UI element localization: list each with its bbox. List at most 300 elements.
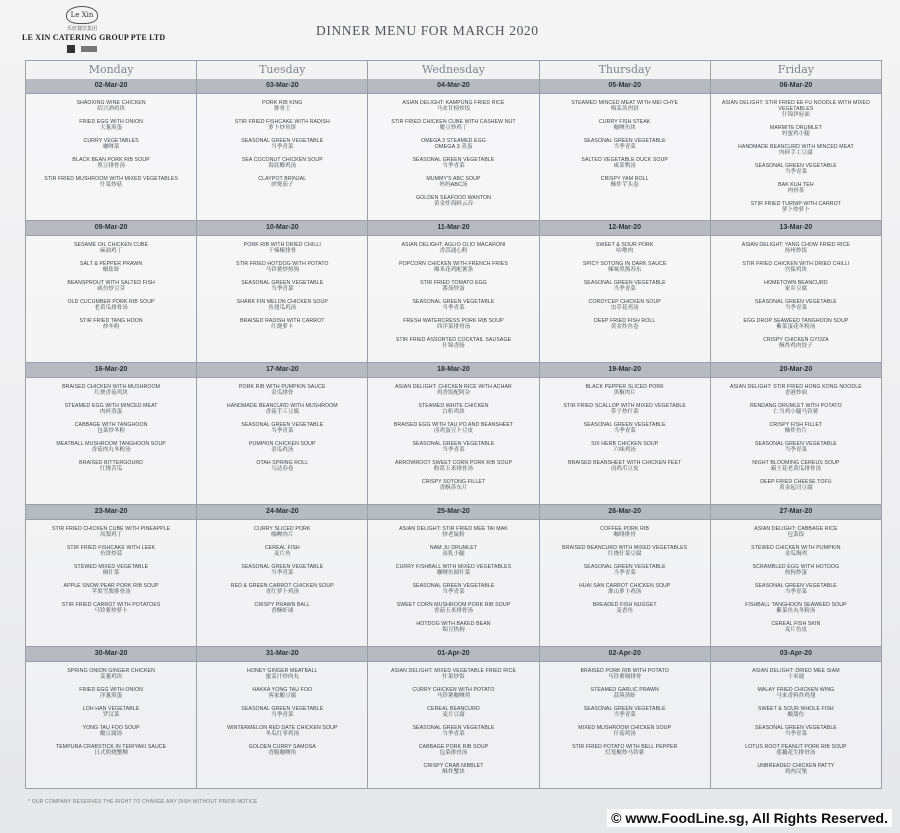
menu-day-cell [197,505,368,647]
dish-item [368,422,538,435]
dish-name-chinese: 洋葱煎蛋 [99,693,123,699]
dish-name-chinese: 当季青菜 [442,731,465,737]
dish-item [540,138,710,151]
dish-name-english: FRIED EGG WITH ONION [79,687,143,693]
dish-item [197,744,367,757]
dish-name-chinese: 包菜饭 [787,532,805,538]
menu-date: 27-Mar-20 [711,505,881,520]
dish-name-chinese: 金瓜鸡汤 [271,447,294,453]
dish-name-chinese: 当季青菜 [442,305,465,311]
dish-name-chinese: 干辣椒排骨 [268,248,297,254]
dish-name-english: WINTERMELON RED DATE CHICKEN SOUP [227,725,338,731]
dish-item [711,621,881,634]
dish-name-english: HUAI SAN CARROT CHICKEN SOUP [578,583,671,589]
dish-name-chinese: 灯笼椒炒马铃薯 [605,750,645,756]
certification-badges [22,45,142,53]
dish-name-english: STIR FRIED TURNIP WITH CARROT [750,201,842,207]
dish-name-english: PORK RIB KING [262,100,303,106]
dish-item [540,725,710,738]
company-name: LE XIN CATERING GROUP PTE LTD [22,33,166,42]
menu-day-cell [711,363,882,505]
dish-name-english: BREADED FISH NUGGET [592,602,657,608]
dish-name-chinese: 什锦伊府面 [781,112,810,118]
dish-name-chinese: 妈妈ABC汤 [439,182,468,188]
dish-name-english: CABBAGE PORK RIB SOUP [418,744,489,750]
dish-name-chinese: 酿豆腐汤 [99,731,123,737]
dish-name-english: RENDANG DRUMLET WITH POTATO [750,403,842,409]
dish-item [711,337,881,350]
dish-item [197,526,367,539]
dish-item [368,668,538,681]
dish-name-chinese: 辣味黑酱苏东 [607,267,642,273]
menu-day-cell [540,363,711,505]
dish-item [26,602,196,615]
dish-item [540,157,710,170]
dish-name-chinese: 香菇肉丸冬粉汤 [91,447,131,453]
dish-item [540,299,710,312]
dish-name-chinese: 马来甘榜炒饭 [436,106,471,112]
dish-name-english: LOH HAN VEGETABLE [82,706,140,712]
dish-name-chinese: 青红萝卜鸡汤 [265,589,300,595]
dish-item [26,744,196,757]
dish-name-chinese: 金瓜排骨 [271,390,294,396]
menu-date: 30-Mar-20 [26,647,196,662]
dish-name-english: HANDMADE BEANCURD WITH MINCED MEAT [738,144,854,150]
dish-name-english: YONG TAU FOO SOUP [82,725,140,731]
dish-name-english: ASIAN DELIGHT: STIR FRIED MEE TAI MAK [399,526,508,532]
dish-item [368,337,538,350]
dish-name-english: GOLDEN CURRY SAMOSA [248,744,316,750]
dish-name-chinese: 麦香鱼 [616,608,634,614]
dish-name-english: SALTED VEGETABLE DUCK SOUP [581,157,668,163]
dish-name-english: SEASONAL GREEN VEGETABLE [412,157,495,163]
dish-item [26,687,196,700]
dish-item [368,299,538,312]
dish-name-english: STEWED CHICKEN WITH PUMPKIN [751,545,841,551]
dish-name-english: SEASONAL GREEN VEGETABLE [754,163,837,169]
dish-name-chinese: 当季青菜 [613,428,636,434]
dish-item [197,668,367,681]
dish-name-chinese: 卤鸡爪豆皮 [610,466,639,472]
menu-day-cell [26,363,197,505]
dish-name-chinese: 爆米花鸡配薯条 [433,267,474,273]
dish-name-english: BRAISED EGG WITH TAU PO AND BEANSHEET [393,422,514,428]
dish-item [711,144,881,157]
dish-name-english: COFFEE PORK RIB [600,526,650,532]
dish-name-chinese: 酥炸芋头卷 [610,182,639,188]
dish-item [540,706,710,719]
dish-name-english: STEWED MIXED VEGETABLE [74,564,149,570]
dish-name-chinese: 淮山萝卜鸡汤 [607,589,642,595]
dish-name-english: STEAMED WHITE CHICKEN [418,403,489,409]
dish-name-english: SESAME OIL CHICKEN CUBE [74,242,149,248]
dish-item [26,280,196,293]
dish-name-chinese: 包菜炒冬粉 [97,428,126,434]
dish-item [368,242,538,255]
dish-item [711,668,881,681]
dish-name-english: SPRING ONION GINGER CHICKEN [67,668,155,674]
dish-name-english: APPLE SNOW PEAR PORK RIB SOUP [63,583,159,589]
dish-name-chinese: 炒老鼠粉 [442,532,465,538]
dish-name-english: EGG DROP SEAWEED TANGHOON SOUP [743,318,849,324]
dish-name-english: CORDYCEP CHICKEN SOUP [588,299,661,305]
dish-item [197,280,367,293]
dish-name-english: ASIAN DELIGHT: AGLIO OLIO MACARONI [401,242,506,248]
dish-item [26,242,196,255]
dish-name-chinese: 带子炒什菜 [610,409,639,415]
dish-item [368,157,538,170]
dish-name-english: SEASONAL GREEN VEGETABLE [241,706,324,712]
dish-item [711,687,881,700]
dish-item [540,687,710,700]
menu-date: 17-Mar-20 [197,363,367,378]
dish-item [197,261,367,274]
disclaimer-note: * OUR COMPANY RESERVES THE RIGHT TO CHANGE ANY DISH WITHOUT PRIOR NOTICE [28,799,258,805]
dish-name-chinese: 马铃薯咖喱鸡 [436,693,471,699]
dish-name-english: BAK KUH TEH [778,182,814,188]
dish-name-english: FISHBALL TANGHOON SEAWEED SOUP [745,602,847,608]
dish-name-english: BLACK PEPPER SLICED PORK [585,384,664,390]
dish-item [711,403,881,416]
dish-item [711,125,881,138]
company-header [22,6,166,53]
dish-item [197,100,367,113]
dish-name-english: HOMETOWN BEANCURD [764,280,828,286]
dish-name-english: SEASONAL GREEN VEGETABLE [583,564,666,570]
dish-name-chinese: 番茄炒蛋 [442,286,465,292]
dish-name-english: SWEET & SOUR WHOLE FISH [758,706,834,712]
dish-name-english: FRIED EGG WITH ONION [79,119,143,125]
dish-name-chinese: 卤鸡蛋豆卜豆皮 [433,428,474,434]
dish-item [368,176,538,189]
dish-name-chinese: 热狗炒蛋 [784,570,808,576]
dish-name-english: SEASONAL GREEN VEGETABLE [241,138,324,144]
dish-name-english: CRISPY PRAWN BALL [254,602,311,608]
dish-name-chinese: 黑椒肉片 [613,390,636,396]
dish-name-english: MUMMY'S ABC SOUP [426,176,481,182]
dish-name-chinese: 椒盐虾 [102,267,120,273]
dish-name-english: SCRAMBLED EGG WITH HOTDOG [752,564,840,570]
dish-name-english: BRAISED BEANCURD WITH MIXED VEGETABLES [562,545,688,551]
dish-name-english: ASIAN DELIGHT: STIR FRIED HONG KONG NOODLE [729,384,862,390]
dish-item [26,119,196,132]
dish-item [711,479,881,492]
dish-item [26,403,196,416]
dish-item [368,687,538,700]
dish-item [368,744,538,757]
dish-name-chinese: 香菇手工豆腐 [265,409,300,415]
dish-name-english: FRESH WATERCRESS PORK RIB SOUP [403,318,504,324]
dish-item [197,299,367,312]
dish-name-english: ASIAN DELIGHT: CHICKEN RICE WITH ACHAR [395,384,512,390]
dish-name-chinese: 香脆咖喱角 [268,750,297,756]
dish-item [711,564,881,577]
menu-day-cell [540,505,711,647]
dish-name-english: SEASONAL GREEN VEGETABLE [754,299,837,305]
dish-name-english: NIGHT BLOOMING CEREUS SOUP [752,460,840,466]
dish-name-english: SEASONAL GREEN VEGETABLE [583,138,666,144]
dish-name-chinese: 紫菜蛋花冬粉汤 [776,324,816,330]
dish-name-chinese: 姜葱鸡块 [99,674,123,680]
dish-name-chinese: 肉骨茶 [787,188,805,194]
dish-item [540,460,710,473]
dish-name-chinese: 南乳小腿 [442,551,465,557]
dish-item [26,564,196,577]
dish-item [197,119,367,132]
dish-item [711,526,881,539]
menu-date: 23-Mar-20 [26,505,196,520]
dish-item [540,176,710,189]
dish-name-english: POPCORN CHICKEN WITH FRENCH FRIES [399,261,508,267]
menu-date: 11-Mar-20 [368,221,538,236]
company-logo-icon: Le Xin [66,6,98,24]
dish-name-chinese: 马铃薯炒萝卜 [94,608,128,614]
dish-item [26,176,196,189]
dish-item [540,280,710,293]
dish-name-chinese: 萝卜炒萝卜 [781,207,810,213]
dish-name-english: ASIAN DELIGHT: CABBAGE RICE [754,526,838,532]
dish-name-chinese: 麦片豆腐 [442,712,465,718]
dish-name-english: CEREAL FISH SKIN [771,621,821,627]
dish-item [197,602,367,615]
dish-name-english: PORK RIB WITH PUMPKIN SAUCE [239,384,326,390]
dish-name-chinese: 酥炸鱼片 [784,428,808,434]
dish-name-chinese: 苹果雪梨排骨汤 [91,589,131,595]
menu-date: 09-Mar-20 [26,221,196,236]
dish-name-chinese: 蒜蓉蒸虾 [613,693,636,699]
menu-date: 04-Mar-20 [368,79,538,94]
dish-item [540,545,710,558]
dish-name-english: CEREAL FISH [264,545,300,551]
dish-item [368,441,538,454]
dish-name-chinese: 香酥苏东片 [439,485,468,491]
company-logo-chinese: 乐欣餐饮集团 [66,26,97,32]
dish-item [540,564,710,577]
dish-name-english: SIX HERB CHICKEN SOUP [591,441,659,447]
dish-name-chinese: 鱼饼炒蒜 [99,551,123,557]
dish-item [711,280,881,293]
dish-item [540,422,710,435]
dish-name-english: SHAOXING WINE CHICKEN [76,100,146,106]
dish-item [540,242,710,255]
dish-name-english: ASIAN DELIGHT: STIR FRIED EE FU NOODLE WITH MIXED VEGETABLES [721,100,870,112]
dish-name-chinese: 妈蜜鸡小腿 [781,131,810,137]
dish-name-chinese: 肉碎蒸蛋 [99,409,123,415]
dish-item [26,441,196,454]
dish-name-english: STIR FRIED POTATO WITH BELL PEPPER [572,744,678,750]
dish-name-english: STEAMED MINCED MEAT WITH MEI CHYE [571,100,679,106]
dish-name-english: CURRY SLICED PORK [254,526,311,532]
dish-name-chinese: 萝卜炒鱼饼 [268,125,297,131]
dish-item [368,318,538,331]
dish-name-chinese: 梅菜蒸肉饼 [610,106,639,112]
dish-item [711,163,881,176]
dish-name-english: CRISPY CHICKEN GYOZA [763,337,829,343]
dish-item [540,668,710,681]
dish-name-english: SEA COCONUT CHICKEN SOUP [241,157,323,163]
menu-day-cell [197,647,368,789]
dish-name-english: BRAISED PORK RIB WITH POTATO [580,668,669,674]
dish-name-chinese: 六味鸡汤 [613,447,636,453]
dish-name-english: CRISPY YAM ROLL [600,176,649,182]
dish-item [197,583,367,596]
menu-date: 10-Mar-20 [197,221,367,236]
dish-name-english: LOTUS ROOT PEANUT PORK RIB SOUP [745,744,847,750]
certification-logo-icon [81,46,97,52]
dish-item [26,299,196,312]
dish-item [368,621,538,634]
dish-name-chinese: 什菇鸡汤 [613,731,636,737]
dish-name-english: SEASONAL GREEN VEGETABLE [241,280,324,286]
dish-name-english: CEREAL BEANCURD [427,706,480,712]
dish-name-chinese: 砂煲茄子 [271,182,294,188]
dish-item [368,479,538,492]
dish-name-chinese: 干米暹 [787,674,805,680]
dish-item [711,706,881,719]
dish-name-chinese: 乌达春卷 [271,466,294,472]
dish-item [197,564,367,577]
dish-item [368,564,538,577]
dish-name-chinese: 马铃薯焖排骨 [607,674,642,680]
dish-name-chinese: 当季青菜 [784,447,808,453]
dish-name-chinese: 凤梨鸡丁 [99,532,123,538]
menu-title: DINNER MENU FOR MARCH 2020 [316,23,539,38]
dish-name-english: MARMITE DRUMLET [769,125,822,131]
dish-item [711,384,881,397]
dish-item [197,441,367,454]
menu-day-cell [26,647,197,789]
dish-name-english: NAM JU DRUMLET [429,545,478,551]
dish-name-chinese: 当季青菜 [784,589,808,595]
dish-name-chinese: 什菜炒饭 [442,674,465,680]
dish-name-english: ASIAN DELIGHT: YANG CHOW FRIED RICE [741,242,850,248]
dish-name-english: STIR FRIED CHICKEN CUBE WITH PINEAPPLE [51,526,171,532]
dish-name-chinese: 红烧香菇鸡块 [94,390,128,396]
dish-item [26,706,196,719]
dish-name-chinese: 鸡肉汉堡 [784,769,808,775]
dish-name-english: SEASONAL GREEN VEGETABLE [412,725,495,731]
menu-date: 26-Mar-20 [540,505,710,520]
dish-name-chinese: 香蒜通心粉 [439,248,468,254]
dish-name-english: STIR FRIED FISHCAKE WITH LEEK [66,545,156,551]
menu-day-cell [368,363,539,505]
dish-item [711,763,881,776]
dish-item [711,744,881,757]
dish-name-english: SHARK FIN MELON CHICKEN SOUP [236,299,328,305]
dish-name-english: ARROWROOT SWEET CORN PORK RIB SOUP [394,460,513,466]
dish-name-english: HAKKA YONG TAU FOO [252,687,313,693]
dish-name-chinese: 当季青菜 [271,428,294,434]
dish-name-chinese: 麦片鱼皮 [784,627,808,633]
dish-name-chinese: 当季青菜 [613,286,636,292]
dish-item [711,242,881,255]
dish-name-chinese: 当季青菜 [784,305,808,311]
dish-name-chinese: 什菜炒菇 [99,182,123,188]
dish-name-english: DEEP FRIED FISH ROLL [594,318,656,324]
dish-item [368,138,538,151]
dish-name-chinese: 当季青菜 [784,731,808,737]
dish-name-chinese: 焖什菜 [102,570,120,576]
dish-name-english: STIR FRIED ASSORTED COCKTAIL SAUSAGE [395,337,512,343]
dish-name-chinese: 香酥虾球 [271,608,294,614]
dish-item [368,261,538,274]
dish-name-chinese: 麻油鸡丁 [99,248,123,254]
dish-name-english: STIR FRIED TANG HOON [79,318,143,324]
dish-name-english: SWEET CORN MUSHROOM PORK RIB SOUP [396,602,511,608]
dish-name-english: SEASONAL GREEN VEGETABLE [583,280,666,286]
dish-name-chinese: 当季青菜 [784,169,808,175]
dish-name-chinese: 黄金起司豆腐 [779,485,813,491]
day-header-wednesday: Wednesday [368,61,539,79]
menu-date: 25-Mar-20 [368,505,538,520]
dish-name-english: SEASONAL GREEN VEGETABLE [241,564,324,570]
dish-name-chinese: 炒冬粉 [102,324,120,330]
dish-name-english: BLACK BEAN PORK RIB SOUP [72,157,150,163]
day-header-monday: Monday [26,61,197,79]
dish-name-english: HOTDOG WITH BAKED BEAN [416,621,491,627]
menu-date: 13-Mar-20 [711,221,881,236]
dish-item [26,138,196,151]
dish-name-chinese: 焗豆热狗 [442,627,465,633]
dish-item [26,460,196,473]
dish-name-chinese: 香菇玉米排骨汤 [433,608,474,614]
dish-name-english: SEASONAL GREEN VEGETABLE [583,706,666,712]
dish-name-chinese: 黑豆排骨汤 [97,163,126,169]
dish-item [368,403,538,416]
menu-date: 03-Apr-20 [711,647,881,662]
menu-date: 05-Mar-20 [540,79,710,94]
dish-name-english: STIR FRIED CHICKEN WITH DRIED CHILLI [742,261,850,267]
dish-item [197,725,367,738]
dish-item [711,299,881,312]
dish-name-chinese: 蜜姜汁炒肉丸 [265,674,300,680]
dish-name-english: PORK RIB WITH DRIED CHILLI [243,242,321,248]
dish-item [368,100,538,113]
menu-day-cell [197,79,368,221]
dish-name-chinese: 香港炒面 [784,390,808,396]
dish-item [368,280,538,293]
dish-item [711,422,881,435]
dish-name-chinese: 当季青菜 [271,570,294,576]
menu-day-cell [26,505,197,647]
dish-name-chinese: 霸王花老黄瓜排骨汤 [770,466,822,472]
dish-name-english: SEASONAL GREEN VEGETABLE [241,422,324,428]
dish-name-chinese: 海底椰鸡汤 [268,163,297,169]
dish-name-chinese: 咕噜肉 [616,248,634,254]
dish-name-chinese: 咖啡排骨 [613,532,636,538]
dish-item [26,526,196,539]
dish-name-chinese: 当季青菜 [613,144,636,150]
dish-name-english: STIR FRIED FISHCAKE WITH RADISH [234,119,330,125]
day-header-thursday: Thursday [540,61,711,79]
dish-name-chinese: 扬州炒饭 [784,248,808,254]
menu-day-cell [540,221,711,363]
dish-item [197,687,367,700]
dish-name-chinese: 仁当鸡小腿马铃薯 [773,409,819,415]
dish-name-english: STIR FRIED MUSHROOM WITH MIXED VEGETABLES [44,176,178,182]
dish-item [26,384,196,397]
menu-day-cell [197,363,368,505]
dish-item [711,545,881,558]
dish-item [540,318,710,331]
dish-name-english: SWEET & SOUR PORK [595,242,654,248]
dish-name-english: SALT & PEPPER PRAWN [79,261,143,267]
dish-name-english: BRAISED BEANSHEET WITH CHICKEN FEET [568,460,682,466]
dish-item [711,725,881,738]
dish-name-english: DEEP FRIED CHEESE TOFU [760,479,832,485]
dish-item [26,100,196,113]
dish-name-chinese: 罗汉菜 [102,712,120,718]
